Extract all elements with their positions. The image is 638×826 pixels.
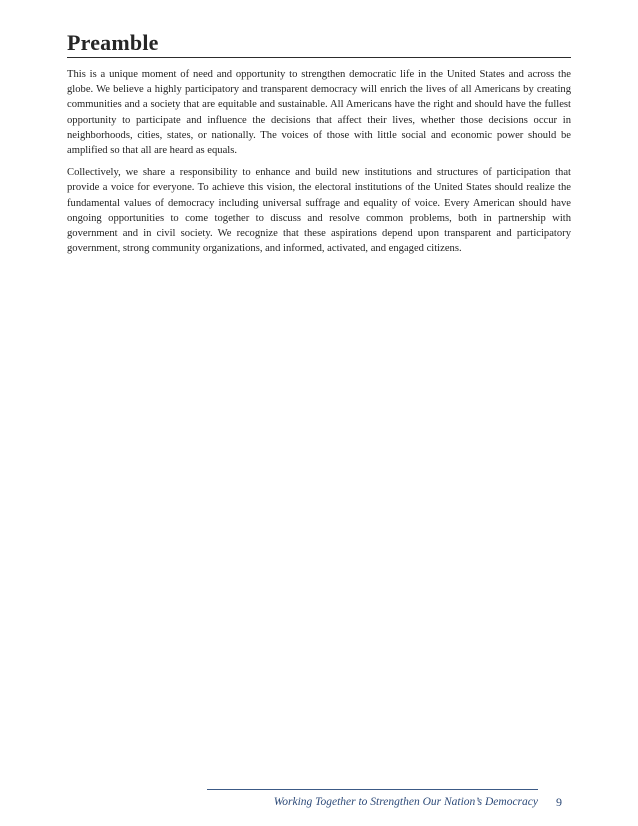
footer-divider [207,789,538,790]
paragraph-1: This is a unique moment of need and opportunity to strengthen democratic life in the United States and across the globe. We believe a highly participatory and transparent democracy will enrich the lives of all Americans by creating communities and a society that are equitable and sustainable. All Americans have the right and should have the fullest opportunity to participate and influence the decisions that affect their lives, whether those decisions occur in neighborhoods, cities, states, or nationally. The voices of those with little social and economic power should be amplified so that all are heard as equals. [67,69,571,157]
paragraph-2: Collectively, we share a responsibility to enhance and build new institutions and structures of participation that provide a voice for everyone. To achieve this vision, the electoral institutions of the United States should realize the fundamental values of democracy including universal suffrage and equality of voice. Every American should have ongoing opportunities to come together to discuss and resolve common problems, both in partnership with government and in civil society. We recognize that these aspirations depend upon transparent and participatory government, strong community organizations, and informed, activated, and engaged citizens. [67,167,571,255]
footer-running-title: Working Together to Strengthen Our Nation’s Democracy [273,796,538,808]
title-divider [67,57,571,58]
page-number: 9 [556,795,562,809]
page-title: Preamble [67,30,159,55]
body-text [67,67,571,263]
